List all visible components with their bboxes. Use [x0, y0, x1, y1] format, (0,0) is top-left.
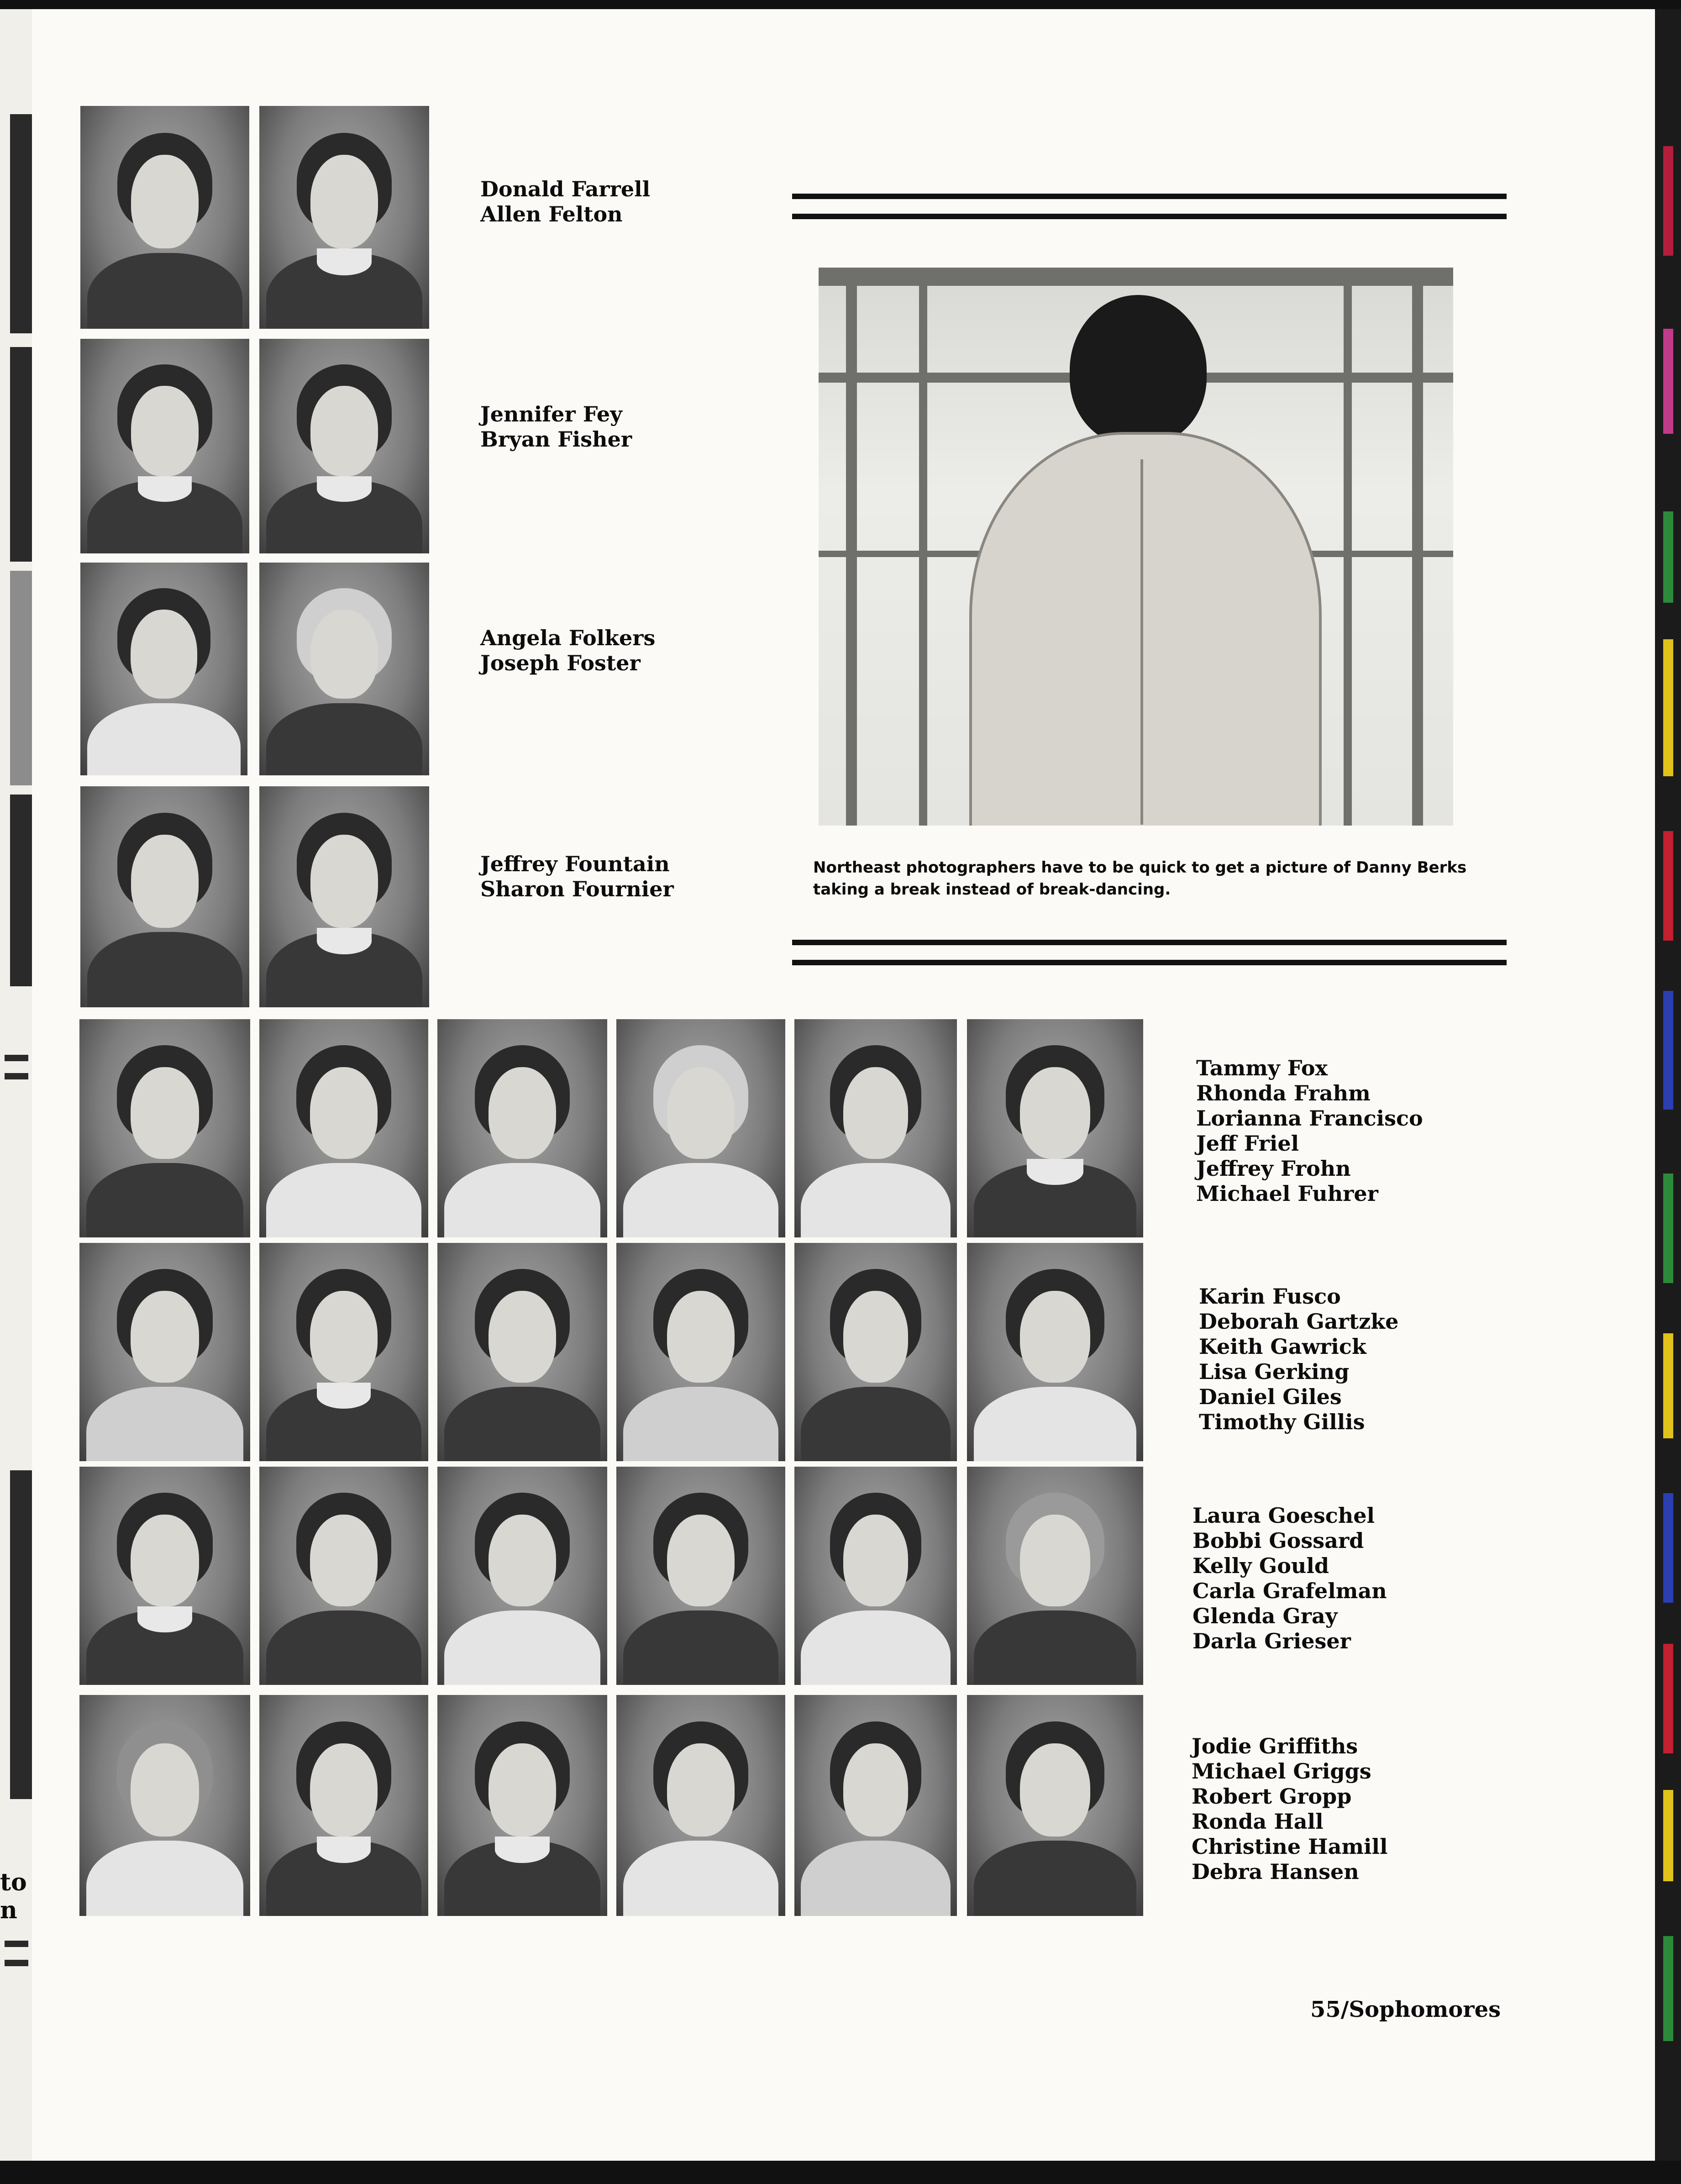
portrait-photo — [80, 563, 247, 775]
portrait-photo — [80, 339, 249, 553]
feature-caption: Northeast photographers have to be quick to get a picture of Danny Berks taking a break instead of break-dancing. — [813, 858, 1467, 899]
facing-page-photo-fragment — [10, 114, 32, 333]
facing-page-photo-fragment — [10, 1470, 32, 1799]
pair-names — [480, 626, 655, 676]
portrait-photo — [794, 1695, 957, 1916]
facing-page-text: to n — [0, 1868, 27, 1924]
student-name: Keith Gawrick — [1199, 1334, 1366, 1359]
student-name: Joseph Foster — [480, 651, 641, 675]
portrait-photo — [437, 1695, 607, 1916]
portrait-photo — [794, 1019, 957, 1237]
portrait-photo — [616, 1467, 785, 1685]
pair-names — [480, 402, 632, 452]
feature-rule-top — [792, 194, 1507, 199]
row-names — [1192, 1503, 1387, 1654]
student-name: Michael Griggs — [1192, 1759, 1371, 1784]
student-name: Daniel Giles — [1199, 1384, 1342, 1409]
student-name: Laura Goeschel — [1192, 1503, 1375, 1528]
feature-photo — [819, 268, 1453, 826]
student-name: Sharon Fournier — [480, 877, 674, 901]
portrait-photo — [967, 1467, 1143, 1685]
student-name: Christine Hamill — [1192, 1834, 1388, 1859]
student-name: Jeffrey Frohn — [1196, 1156, 1351, 1181]
row-names — [1196, 1056, 1423, 1206]
student-name: Glenda Gray — [1192, 1604, 1338, 1628]
student-name: Debra Hansen — [1192, 1859, 1359, 1884]
row-names — [1192, 1734, 1387, 1884]
student-name: Donald Farrell — [480, 177, 651, 201]
student-name: Bryan Fisher — [480, 427, 632, 452]
portrait-photo — [794, 1467, 957, 1685]
portrait-photo — [259, 106, 429, 329]
bottom-page-border — [0, 2161, 1681, 2184]
student-name: Angela Folkers — [480, 626, 656, 650]
student-name: Jodie Griffiths — [1192, 1734, 1358, 1758]
student-name: Tammy Fox — [1196, 1056, 1328, 1080]
portrait-photo — [79, 1243, 250, 1461]
portrait-photo — [794, 1243, 957, 1461]
student-name: Jennifer Fey — [480, 402, 622, 426]
portrait-photo — [259, 1695, 428, 1916]
student-name: Lisa Gerking — [1199, 1359, 1350, 1384]
student-name: Jeff Friel — [1196, 1131, 1299, 1156]
student-name: Bobbi Gossard — [1192, 1528, 1364, 1553]
portrait-photo — [967, 1243, 1143, 1461]
student-name: Allen Felton — [480, 202, 623, 226]
top-page-border — [0, 0, 1681, 9]
portrait-photo — [79, 1467, 250, 1685]
student-name: Ronda Hall — [1192, 1809, 1324, 1834]
student-name: Rhonda Frahm — [1196, 1081, 1371, 1105]
portrait-photo — [616, 1243, 785, 1461]
portrait-photo — [437, 1019, 607, 1237]
portrait-photo — [437, 1243, 607, 1461]
pair-names — [480, 177, 650, 227]
portrait-photo — [79, 1019, 250, 1237]
binding-edge — [1655, 9, 1681, 2161]
portrait-photo — [259, 1019, 428, 1237]
page-folio: 55/Sophomores — [1310, 1997, 1501, 2022]
portrait-photo — [259, 563, 429, 775]
student-name: Kelly Gould — [1192, 1553, 1329, 1578]
facing-page-mark — [5, 1941, 28, 1947]
student-name: Michael Fuhrer — [1196, 1181, 1378, 1206]
student-name: Jeffrey Fountain — [480, 852, 670, 876]
facing-page-photo-fragment — [10, 571, 32, 785]
student-name: Deborah Gartzke — [1199, 1309, 1399, 1334]
portrait-photo — [616, 1019, 785, 1237]
row-names — [1199, 1284, 1398, 1435]
portrait-photo — [259, 1243, 428, 1461]
portrait-photo — [80, 786, 249, 1007]
student-name: Robert Gropp — [1192, 1784, 1352, 1809]
portrait-photo — [259, 1467, 428, 1685]
facing-page-mark — [5, 1960, 28, 1966]
portrait-photo — [616, 1695, 785, 1916]
facing-page-mark — [5, 1055, 28, 1061]
feature-rule-bottom — [792, 960, 1507, 965]
pair-names — [480, 852, 674, 902]
portrait-photo — [80, 106, 249, 329]
portrait-photo — [437, 1467, 607, 1685]
student-name: Lorianna Francisco — [1196, 1106, 1423, 1131]
facing-page-edge — [0, 9, 32, 2161]
student-name: Carla Grafelman — [1192, 1579, 1387, 1603]
facing-page-photo-fragment — [10, 347, 32, 562]
portrait-photo — [967, 1019, 1143, 1237]
student-name: Timothy Gillis — [1199, 1410, 1365, 1434]
facing-page-photo-fragment — [10, 795, 32, 986]
student-name: Darla Grieser — [1192, 1629, 1351, 1653]
student-name: Karin Fusco — [1199, 1284, 1341, 1309]
portrait-photo — [79, 1695, 250, 1916]
portrait-photo — [967, 1695, 1143, 1916]
portrait-photo — [259, 786, 429, 1007]
facing-page-mark — [5, 1073, 28, 1079]
feature-rule-bottom — [792, 940, 1507, 945]
feature-rule-top — [792, 214, 1507, 219]
portrait-photo — [259, 339, 429, 553]
